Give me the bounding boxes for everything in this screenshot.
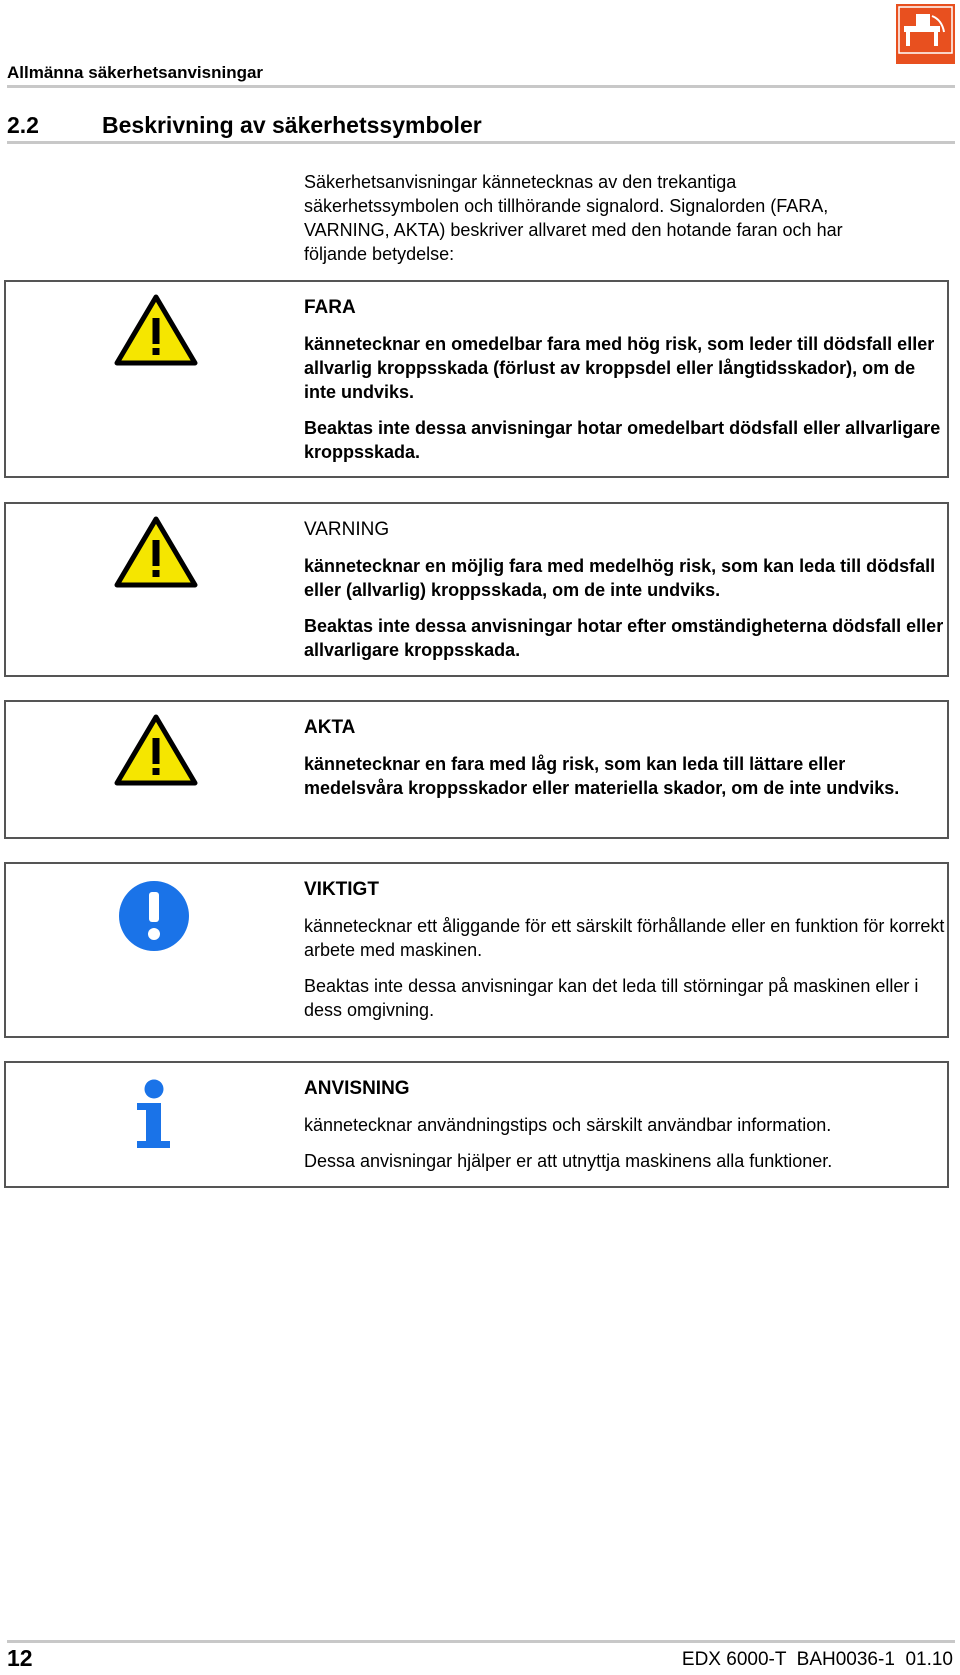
exclamation-circle-icon (118, 880, 190, 952)
viktigt-description: kännetecknar ett åliggande för ett särskilt förhållande eller en funktion för korrekt arbete med maskinen. (304, 916, 945, 960)
varning-consequence: Beaktas inte dessa anvisningar hotar efter omständigheterna dödsfall eller allvarligare kroppsskada. (304, 616, 944, 660)
section-number: 2.2 (7, 112, 39, 138)
intro-line: säkerhetssymbolen och tillhörande signalord. Signalorden (FARA, (304, 196, 829, 216)
intro-paragraph (304, 170, 944, 266)
signal-word-varning: VARNING (304, 519, 390, 540)
warning-triangle-icon (114, 516, 198, 588)
info-icon (134, 1079, 174, 1149)
fara-notice-box (4, 280, 949, 478)
intro-line: Säkerhetsanvisningar kännetecknas av den trekantiga (304, 172, 737, 192)
section-title: Beskrivning av säkerhetssymboler (102, 112, 482, 138)
anvisning-benefit: Dessa anvisningar hjälper er att utnyttja maskinens alla funktioner. (304, 1151, 833, 1171)
intro-line: VARNING, AKTA) beskriver allvaret med den hotande faran och har (304, 220, 843, 240)
signal-word-viktigt: VIKTIGT (304, 879, 379, 900)
viktigt-notice-box (4, 862, 949, 1038)
footer-rule (7, 1640, 955, 1643)
fara-description: kännetecknar en omedelbar fara med hög risk, som leder till dödsfall eller allvarlig kroppsskada (förlust av kroppsdel eller långtidsskador), om de inte undviks. (304, 334, 935, 402)
document-id: EDX 6000-T BAH0036-1 01.10 (681, 1649, 953, 1670)
page-number: 12 (7, 1645, 33, 1671)
anvisning-notice-box (4, 1061, 949, 1188)
anvisning-description: kännetecknar användningstips och särskilt användbar information. (304, 1115, 832, 1135)
varning-description: kännetecknar en möjlig fara med medelhög risk, som kan leda till dödsfall eller (allvarlig) kroppsskada, om de inte undviks. (304, 556, 936, 600)
signal-word-fara: FARA (304, 297, 356, 318)
running-header: Allmänna säkerhetsanvisningar (7, 63, 264, 82)
varning-notice-box (4, 502, 949, 677)
warning-triangle-icon (114, 714, 198, 786)
header-rule (7, 85, 955, 88)
intro-line: följande betydelse: (304, 244, 455, 264)
viktigt-consequence: Beaktas inte dessa anvisningar kan det leda till störningar på maskinen eller i dess omgivning. (304, 976, 919, 1020)
amazone-logo-icon (896, 4, 955, 64)
akta-notice-box (4, 700, 949, 839)
akta-description: kännetecknar en fara med låg risk, som kan leda till lättare eller medelsvåra kroppsskador eller materiella skador, om de inte undviks. (304, 754, 900, 798)
warning-triangle-icon (114, 294, 198, 366)
section-rule (7, 141, 955, 144)
fara-consequence: Beaktas inte dessa anvisningar hotar omedelbart dödsfall eller allvarligare kroppsskada. (304, 418, 941, 462)
signal-word-anvisning: ANVISNING (304, 1078, 410, 1099)
signal-word-akta: AKTA (304, 717, 356, 738)
